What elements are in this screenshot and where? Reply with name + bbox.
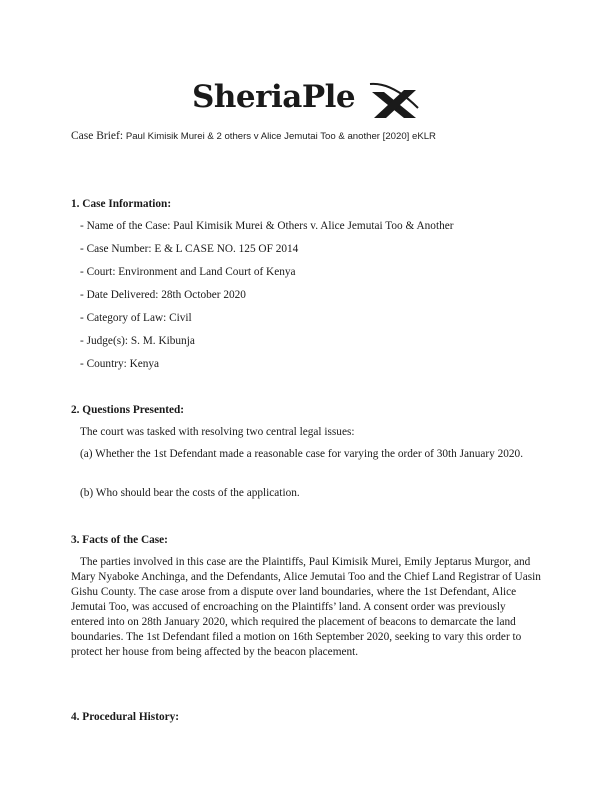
facts-paragraph: The parties involved in this case are the Plaintiffs, Paul Kimisik Murei, Emily Jeptarus Murgor, and Mary Nyaboke Anchinga, and the Defendants, Alice Jemutai Too and the Chief Land Registrar of Uasin Gishu County. The case arose from a dispute over land boundaries, where the 1st Defendant, Alice Jemutai Too, was accused of encroaching on the Plaintiffs’ land. A consent order was previously entered into on 28th January 2020, which required the placement of beacons to demarcate the land boundaries. The 1st Defendant filed a motion on 16th September 2020, seeking to vary this order to protect her house from being affected by the beacon placement. (71, 556, 541, 658)
case-info-court: - Court: Environment and Land Court of Kenya (80, 266, 296, 278)
section-heading-facts: 3. Facts of the Case: (71, 534, 168, 546)
question-a: (a) Whether the 1st Defendant made a reasonable case for varying the order of 30th January 2020. (80, 448, 524, 460)
section-heading-case-information: 1. Case Information: (71, 198, 172, 210)
sheriaplex-logo (192, 74, 422, 120)
section-heading-procedural-history: 4. Procedural History: (71, 711, 180, 723)
case-brief-label: Case Brief: (71, 130, 124, 142)
case-info-date: - Date Delivered: 28th October 2020 (80, 289, 246, 301)
case-info-country: - Country: Kenya (80, 358, 160, 370)
section-heading-questions-presented: 2. Questions Presented: (71, 404, 185, 416)
case-info-judges: - Judge(s): S. M. Kibunja (80, 335, 195, 347)
logo-x-swoosh-icon (368, 78, 420, 118)
case-info-name: - Name of the Case: Paul Kimisik Murei & Others v. Alice Jemutai Too & Another (80, 220, 454, 232)
case-brief-name: Paul Kimisik Murei & 2 others v Alice Jemutai Too & another [2020] eKLR (125, 131, 436, 142)
case-info-category: - Category of Law: Civil (80, 312, 192, 324)
logo-wordmark: SheriaPle (192, 79, 356, 115)
question-b: (b) Who should bear the costs of the application. (80, 487, 300, 499)
case-brief-title (71, 129, 436, 144)
questions-intro: The court was tasked with resolving two central legal issues: (80, 426, 355, 438)
case-info-number: - Case Number: E & L CASE NO. 125 OF 2014 (80, 243, 299, 255)
